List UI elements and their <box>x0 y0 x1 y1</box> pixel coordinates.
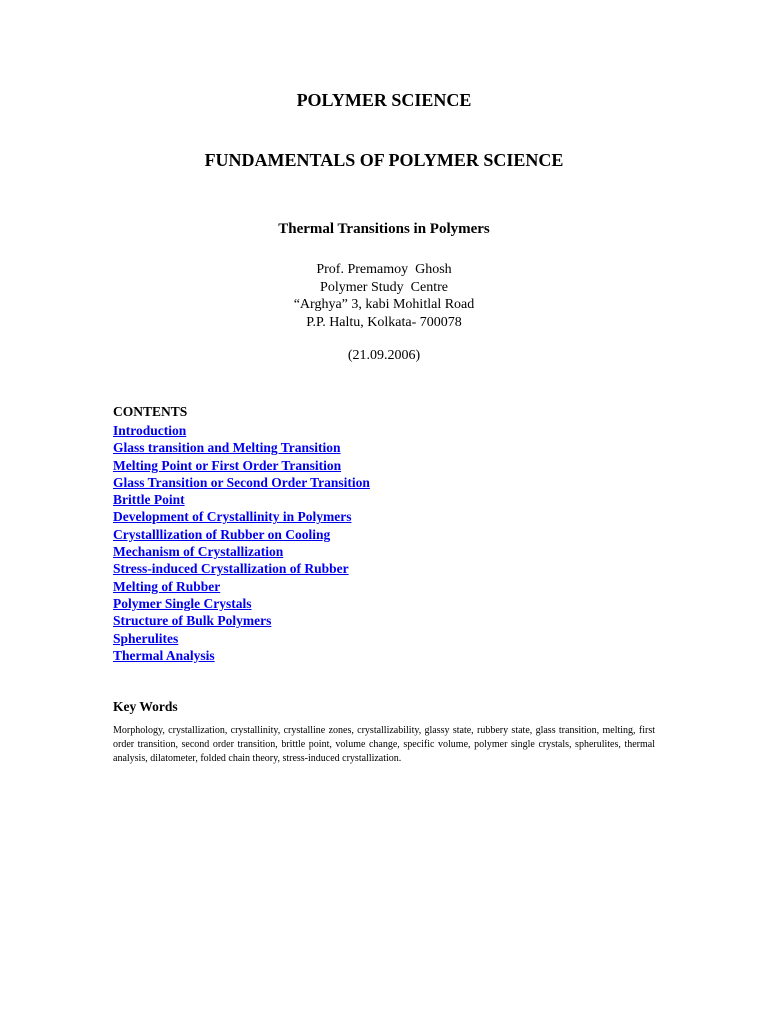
toc-link-glass-transition[interactable]: Glass Transition or Second Order Transition <box>113 474 370 490</box>
toc-link-thermal-analysis[interactable]: Thermal Analysis <box>113 647 215 663</box>
author-address-line-2: P.P. Haltu, Kolkata- 700078 <box>306 314 462 330</box>
toc-item <box>113 560 370 577</box>
toc-item <box>113 491 370 508</box>
toc-item <box>113 647 370 664</box>
author-name: Prof. Premamoy Ghosh <box>316 262 452 277</box>
toc-link-introduction[interactable]: Introduction <box>113 423 187 438</box>
toc-item <box>113 526 370 543</box>
toc-link-glass-and-melting-transition[interactable]: Glass transition and Melting Transition <box>113 440 341 456</box>
toc-item <box>113 543 370 560</box>
toc-link-polymer-single-crystals[interactable]: Polymer Single Crystals <box>113 595 252 611</box>
author-organization: Polymer Study Centre <box>320 279 448 295</box>
toc-link-development-of-crystallinity[interactable]: Development of Crystallinity in Polymers <box>113 509 352 525</box>
keywords-text: Morphology, crystallization, crystallinity, crystalline zones, crystallizability, glassy state, rubbery state, glass transition, melting, first order transition, second order transition, brittle point, volume change, specific volume, polymer single crystals, spherulites, thermal analysis, dilatometer, folded chain theory, stress-induced crystallization. <box>113 725 655 764</box>
toc-link-melting-of-rubber[interactable]: Melting of Rubber <box>113 578 221 594</box>
toc-link-spherulites[interactable]: Spherulites <box>113 630 179 646</box>
topic-heading: Thermal Transitions in Polymers <box>278 221 490 237</box>
toc-item <box>113 612 370 629</box>
keywords-heading: Key Words <box>113 699 178 714</box>
toc-item <box>113 457 370 474</box>
toc-link-melting-point[interactable]: Melting Point or First Order Transition <box>113 457 342 473</box>
document-date: (21.09.2006) <box>347 348 421 363</box>
toc-item <box>113 439 370 456</box>
toc-link-brittle-point[interactable]: Brittle Point <box>113 492 185 508</box>
document-title: POLYMER SCIENCE <box>296 90 472 110</box>
contents-heading: CONTENTS <box>113 404 188 419</box>
toc-link-crystallization-of-rubber[interactable]: Crystalllization of Rubber on Cooling <box>113 526 331 542</box>
toc-item <box>113 595 370 612</box>
toc-link-structure-of-bulk-polymers[interactable]: Structure of Bulk Polymers <box>113 613 272 629</box>
toc-item <box>113 474 370 491</box>
author-address-line-1: “Arghya” 3, kabi Mohitlal Road <box>293 297 475 312</box>
toc-item <box>113 508 370 525</box>
document-subtitle: FUNDAMENTALS OF POLYMER SCIENCE <box>204 150 564 170</box>
toc-item <box>113 578 370 595</box>
toc-link-mechanism-of-crystallization[interactable]: Mechanism of Crystallization <box>113 544 284 560</box>
author-block <box>0 261 768 331</box>
toc-item <box>113 422 370 439</box>
toc-item <box>113 630 370 647</box>
toc-link-stress-induced-crystallization[interactable]: Stress-induced Crystallization of Rubber <box>113 561 349 577</box>
table-of-contents <box>113 422 370 664</box>
